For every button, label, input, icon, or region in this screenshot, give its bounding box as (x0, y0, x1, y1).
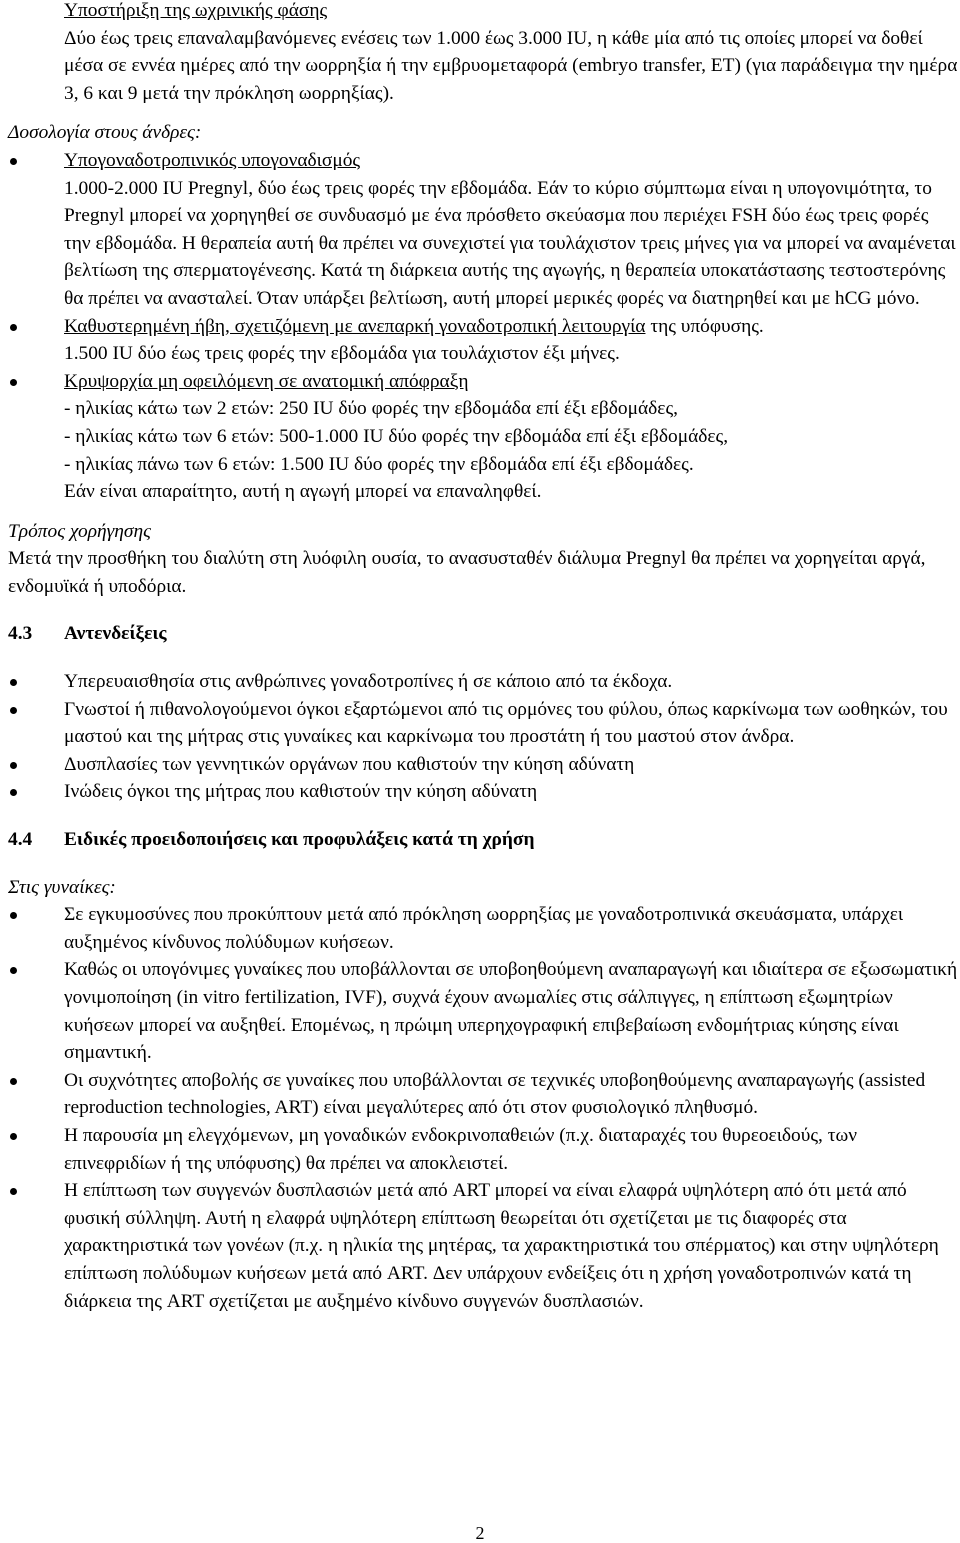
item-text: Υπερευαισθησία στις ανθρώπινες γοναδοτροπίνες ή σε κάποιο από τα έκδοχα. (64, 671, 673, 693)
section-title: Ειδικές προειδοποιήσεις και προφυλάξεις κατά τη χρήση (64, 829, 535, 851)
item-title: Υπογοναδοτροπινικός υπογοναδισμός (64, 149, 361, 171)
luteal-support-title: Υποστήριξη της ωχρινικής φάσης (64, 0, 328, 21)
contraindications-list (8, 668, 958, 806)
item-text: Γνωστοί ή πιθανολογούμενοι όγκοι εξαρτώμενοι από τις ορμόνες του φύλου, όπως καρκίνωμα των ωοθηκών, του μαστού και της μήτρας στις γυναίκες και καρκίνωμα του προστάτη ή του μαστού στον άνδρα. (64, 698, 948, 748)
bullet-icon (10, 912, 17, 919)
bullet-icon (10, 324, 17, 331)
bullet-icon (10, 1078, 17, 1085)
list-item (8, 901, 958, 956)
list-item (8, 668, 958, 696)
section-heading-4-3 (8, 620, 958, 648)
bullet-icon (10, 679, 17, 686)
list-item (8, 147, 958, 313)
list-item (8, 1122, 958, 1177)
item-text: Η παρουσία μη ελεγχόμενων, μη γοναδικών ενδοκρινοπαθειών (π.χ. διαταραχές του θυρεοειδούς, των επινεφριδίων ή της υπόφυσης) θα πρέπει να αποκλειστεί. (64, 1124, 858, 1174)
list-item (8, 313, 958, 368)
bullet-icon (10, 762, 17, 769)
item-text: 1.000-2.000 IU Pregnyl, δύο έως τρεις φορές την εβδομάδα. Εάν το κύριο σύμπτωμα είναι η υπογονιμότητα, το Pregnyl μπορεί να χορηγηθεί σε συνδυασμό με ένα πρόσθετο σκεύασμα που περιέχει FSH δύο έως τρεις φορές την εβδομάδα. Η θεραπεία αυτή θα πρέπει να συνεχιστεί για τουλάχιστον τρεις μήνες για να μπορεί να αναμένεται βελτίωση της σπερματογένεσης. Κατά τη διάρκεια αυτής της αγωγής, η θεραπεία υποκατάστασης τεστοστερόνης θα πρέπει να ανασταλεί. Όταν υπάρξει βελτίωση, αυτή μπορεί μερικές φορές να διατηρηθεί και με hCG μόνο. (64, 177, 956, 309)
list-item (8, 368, 958, 506)
section-title: Αντενδείξεις (64, 623, 167, 645)
item-line: - ηλικίας κάτω των 6 ετών: 500-1.000 IU δύο φορές την εβδομάδα επί έξι εβδομάδες, (64, 425, 729, 447)
bullet-icon (10, 1188, 17, 1195)
document-page (8, 0, 958, 1315)
item-text: Ινώδεις όγκοι της μήτρας που καθιστούν την κύηση αδύνατη (64, 781, 538, 803)
page-number: 2 (475, 1523, 485, 1543)
warnings-list (8, 901, 958, 1315)
item-title: Καθυστερημένη ήβη, σχετιζόμενη με ανεπαρκή γοναδοτροπική λειτουργία (64, 315, 646, 337)
item-text: Οι συχνότητες αποβολής σε γυναίκες που υποβάλλονται σε τεχνικές υποβοηθούμενης αναπαραγωγής (assisted reproduction technologies, ART) είναι μεγαλύτερες από ότι στον φυσιολογικό πληθυσμό. (64, 1069, 926, 1119)
bullet-icon (10, 158, 17, 165)
list-item (8, 778, 958, 806)
bullet-icon (10, 1133, 17, 1140)
item-text: Δυσπλασίες των γεννητικών οργάνων που καθιστούν την κύηση αδύνατη (64, 753, 635, 775)
item-text: 1.500 IU δύο έως τρεις φορές την εβδομάδα για τουλάχιστον έξι μήνες. (64, 343, 620, 365)
list-item (8, 696, 958, 751)
item-text: Σε εγκυμοσύνες που προκύπτουν μετά από πρόκληση ωορρηξίας με γοναδοτροπινικά σκευάσματα, υπάρχει αυξημένος κίνδυνος πολύδυμων κυήσεων. (64, 904, 904, 953)
item-title: Κρυψορχία μη οφειλόμενη σε ανατομική απόφραξη (64, 370, 469, 392)
section-number: 4.4 (8, 829, 33, 851)
item-text: Η επίπτωση των συγγενών δυσπλασιών μετά από ART μπορεί να είναι ελαφρά υψηλότερη από ότι μετά από φυσική σύλληψη. Αυτή η ελαφρά υψηλότερη επίπτωση θεωρείται ότι σχετίζεται με τις διαφορές στα χαρακτηριστικά των γονέων (π.χ. η ηλικία της μητέρας, τα χαρακτηριστικά του σπέρματος) και στην υψηλότερη επίπτωση πολύδυμων κυήσεων μετά από ART. Δεν υπάρχουν ενδείξεις ότι η χρήση γοναδοτροπινών κατά τη διάρκεια της ART σχετίζεται με αυξημένο κίνδυνο συγγενών δυσπλασιών. (64, 1180, 939, 1312)
men-dosage-heading: Δοσολογία στους άνδρες: (8, 122, 202, 144)
list-item (8, 1067, 958, 1122)
women-heading: Στις γυναίκες: (8, 876, 116, 898)
bullet-icon (10, 789, 17, 796)
list-item (8, 1177, 958, 1315)
list-item (8, 956, 958, 1066)
bullet-icon (10, 379, 17, 386)
list-item (8, 751, 958, 779)
section-heading-4-4 (8, 826, 958, 854)
item-line: - ηλικίας πάνω των 6 ετών: 1.500 IU δύο φορές την εβδομάδα επί έξι εβδομάδες. (64, 453, 694, 475)
item-title-suffix: της υπόφυσης. (645, 315, 764, 337)
administration-text: Μετά την προσθήκη του διαλύτη στη λυόφιλη ουσία, το ανασυσταθέν διάλυμα Pregnyl θα πρέπει να χορηγείται αργά, ενδομυϊκά ή υποδόρια. (8, 548, 926, 597)
bullet-icon (10, 967, 17, 974)
bullet-icon (10, 707, 17, 714)
item-line: - ηλικίας κάτω των 2 ετών: 250 IU δύο φορές την εβδομάδα επί έξι εβδομάδες, (64, 398, 678, 420)
luteal-support-text: Δύο έως τρεις επαναλαμβανόμενες ενέσεις των 1.000 έως 3.000 IU, η κάθε μία από τις οποίες μπορεί να δοθεί μέσα σε εννέα ημέρες από την ωορρηξία ή την εμβρυομεταφορά (embryo transfer, ET) (για παράδειγμα την ημέρα 3, 6 και 9 μετά την πρόκληση ωορρηξίας). (64, 27, 958, 104)
men-dosage-list (8, 147, 958, 506)
item-text: Καθώς οι υπογόνιμες γυναίκες που υποβάλλονται σε υποβοηθούμενη αναπαραγωγή και ιδιαίτερα σε εξωσωματική γονιμοποίηση (in vitro fertilization, IVF), συχνά έχουν ανωμαλίες στις σάλπιγγες, η επίπτωση εξωμητρίων κυήσεων μπορεί να αυξηθεί. Επομένως, η πρώιμη υπερηχογραφική επιβεβαίωση ενδομήτριας κύησης είναι σημαντική. (64, 959, 958, 1064)
administration-heading: Τρόπος χορήγησης (8, 520, 151, 542)
item-line: Εάν είναι απαραίτητο, αυτή η αγωγή μπορεί να επαναληφθεί. (64, 481, 542, 503)
section-number: 4.3 (8, 623, 33, 645)
luteal-support-block (8, 0, 958, 107)
